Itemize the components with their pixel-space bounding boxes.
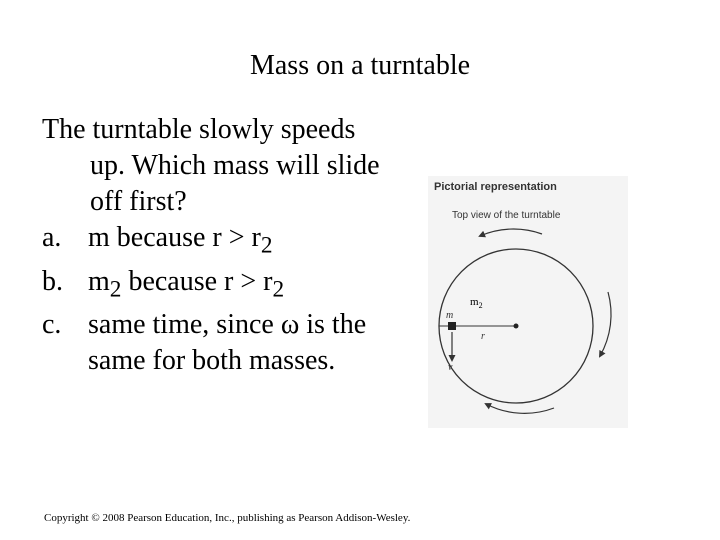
mass-m2-label: $m_2$	[470, 296, 483, 310]
answer-option-a	[42, 220, 392, 264]
option-letter: a.	[42, 222, 62, 253]
option-text: same time, since ω is the same for both masses.	[88, 309, 367, 377]
turntable-diagram	[428, 176, 628, 428]
question-block	[42, 112, 392, 379]
option-text: $m_2$ because $r > r_2$	[88, 265, 285, 303]
option-letter: c.	[42, 309, 62, 341]
figure-heading: Pictorial representation	[434, 181, 557, 193]
velocity-label: v	[448, 362, 453, 373]
option-letter: b.	[42, 265, 63, 297]
mass-m-label: m	[446, 310, 454, 321]
mass-m-marker	[448, 322, 456, 330]
figure-subheading: Top view of the turntable	[452, 210, 561, 221]
option-text: m because $r > r_2$	[88, 222, 273, 259]
radius-label: r	[481, 331, 485, 342]
slide-title: Mass on a turntable	[249, 50, 471, 81]
answer-option-b	[42, 264, 392, 308]
turntable-center	[514, 324, 519, 329]
copyright-notice: Copyright © 2008 Pearson Education, Inc., publishing as Pearson Addison-Wesley.	[44, 512, 411, 524]
answer-option-c	[42, 307, 392, 379]
turntable-figure	[428, 176, 628, 428]
question-stem: The turntable slowly speeds up. Which mass will slide off first?	[42, 114, 380, 217]
